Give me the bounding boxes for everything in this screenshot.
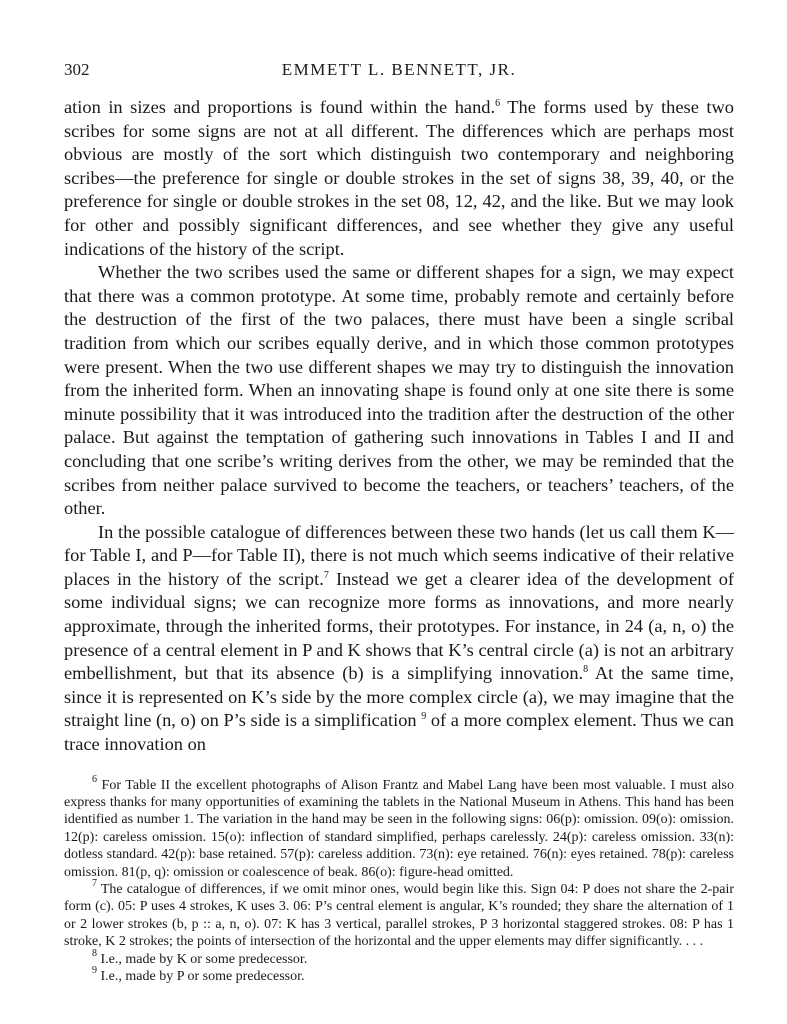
- footnote-9-mark: 9: [92, 965, 97, 977]
- footnote-7: [64, 878, 734, 951]
- footnote-8-text: I.e., made by K or some predecessor.: [97, 951, 308, 967]
- paragraph-3-text-a: In the possible catalogue of differences between these two hands (let us call them K—for Table I, and P—for Table II), there is not much which seems indicative of their relative places in the history of the script.: [64, 521, 734, 589]
- page: [64, 60, 734, 986]
- footnote-7-mark: 7: [92, 878, 97, 890]
- paragraph-3-text-b: Instead we get a clearer idea of the development of some individual signs; we can recognize more forms as innovations, and more nearly approximate, through the inherited forms, their prototypes. For instance, in 24 (a, n, o) the presence of a central element in P and K shows that K’s central circle (a) is not an arbitrary embellishment, but that its absence (b) is a simplifying innovation.: [64, 568, 735, 684]
- paragraph-3-text-d: of a more complex element. Thus we can trace innovation on: [64, 710, 734, 755]
- footnote-ref-6: 6: [495, 98, 501, 109]
- footnote-9: [64, 965, 734, 985]
- paragraph-3: [64, 521, 734, 757]
- footnote-6: [64, 773, 734, 881]
- running-head: [64, 60, 734, 86]
- footnote-8: [64, 947, 734, 968]
- footnote-8-mark: 8: [92, 947, 97, 959]
- footnote-6-mark: 6: [92, 773, 97, 785]
- paragraph-1-text-a: ation in sizes and proportions is found within the hand.: [64, 97, 496, 117]
- paragraph-2: Whether the two scribes used the same or different shapes for a sign, we may expect that there was a common prototype. At some time, probably remote and certainly before the destruction of the first of the two palaces, there must have been a single scribal tradition from which our scribes equally derive, and in which those common prototypes were present. When the two use different shapes we may try to distinguish the innovation from the inherited form. When an innovating shape is found only at one site there is some minute possibility that it was introduced into the tradition after the destruction of the other palace. But against the temptation of gathering such innovations in Tables I and II and concluding that one scribe’s writing derives from the other, we may be reminded that the scribes from neither palace survived to become the teachers, or teachers’ teachers, of the other.: [64, 262, 734, 519]
- footnote-6-text: For Table II the excellent photographs of Alison Frantz and Mabel Lang have been most valuable. I must also express thanks for many opportunities of examining the tablets in the National Museum in Athens. This hand has been identified as number 1. The variation in the hand may be seen in the following signs: 06(p): omission. 09(o): omission. 12(p): careless omission. 15(o): inflection of standard simplified, perhaps carelessly. 24(p): careless omission. 33(n): dotless standard. 42(p): base retained. 57(p): careless addition. 73(n): eye retained. 76(n): eyes retained. 78(p): careless omission. 81(p, q): omission or coalescence of beak. 86(o): figure-head omitted.: [64, 777, 734, 880]
- page-number: 302: [64, 60, 90, 79]
- paragraph-1: [64, 96, 734, 261]
- running-title: EMMETT L. BENNETT, JR.: [281, 60, 517, 79]
- body-text: [64, 96, 734, 757]
- footnotes: [64, 773, 734, 986]
- footnote-ref-8: 8: [583, 664, 589, 676]
- paragraph-1-text-b: The forms used by these two scribes for some signs are not at all different. The differences which are perhaps most obvious are mostly of the sort which distinguish two contemporary and neighboring scribes—the preference for single or double strokes in the set of signs 38, 39, 40, or the preference for single or double strokes in the set 08, 12, 42, and the like. But we may look for other and possibly significant differences, and see whether they give any useful indications of the history of the script.: [64, 97, 734, 259]
- footnote-7-text: The catalogue of differences, if we omit minor ones, would begin like this. Sign 04: P does not share the 2-pair form (c). 05: P uses 4 strokes, K uses 3. 06: P’s central element is angular, K’s rounded; they share the alternation of 1 or 2 lower strokes (b, p :: a, n, o). 07: K has 3 vertical, parallel strokes, P 3 horizontal staggered strokes. 08: P has 1 stroke, K 2 strokes; the points of intersection of the horizontal and the upper elements may differ significantly. . . .: [64, 882, 734, 950]
- paragraph-3-text-c: At the same time, since it is represented on K’s side by the more complex circle (a), we may imagine that the straight line (n, o) on P’s side is a simplification: [64, 663, 734, 731]
- footnote-9-text: I.e., made by P or some predecessor.: [97, 969, 305, 985]
- footnote-ref-9: 9: [421, 711, 427, 723]
- footnote-ref-7: 7: [323, 569, 329, 581]
